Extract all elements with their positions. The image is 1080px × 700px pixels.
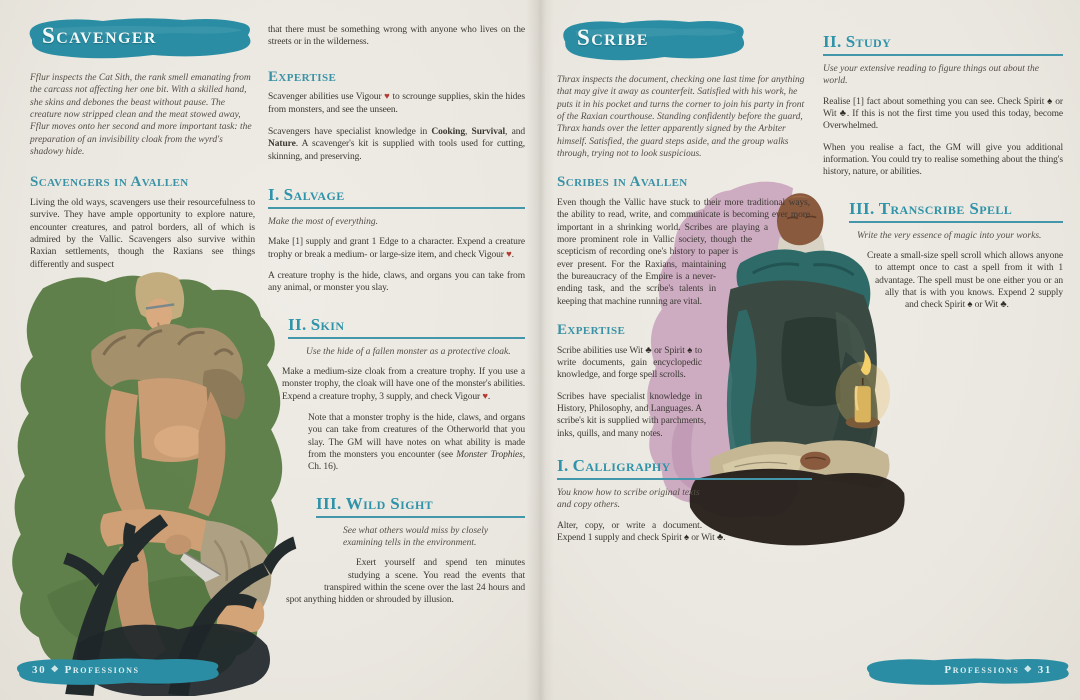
skin-and-wildsight-block [268,315,525,607]
salvage-title: Salvage [283,184,345,204]
scavenger-column-2 [268,18,525,607]
wild-sight-title-row [316,494,525,518]
transcribe-p1: Create a small-size spell scroll which allows anyone to attempt once to cast a spell from it with 1 advantage. The spell must be one either you or an ally that is with you knows. Expend 2 supply and check Spirit ♠ or Wit ♣. [867,251,1063,311]
wild-sight-title: Wild Sight [345,493,434,513]
scribes-in-avallen-body: Even though the Vallic have stuck to their more traditional ways, the ability to read, write, and communicate is becoming ever more important in a shrinking world. Scribes are playing a more prominent role in Vallic society, though the scepticism of recording one's history to paper is ever present. For the Raxians, maintaining the bureaucracy of the Empire is a never-ending task, and the scribe's talents in keeping that machine running are vital. [557,197,810,307]
scavenger-expertise-p1: Scavenger abilities use Vigour ♥ to scrounge supplies, skin the hides from monsters, and see the unseen. [268,92,525,115]
scribe-column-1 [557,12,812,544]
salvage-title-num: I. [268,184,280,204]
salvage-p1: Make [1] supply and grant 1 Edge to a character. Expend a creature trophy or break a medium- or large-size item, and check Vigour ♥. [268,237,525,260]
transcribe-block [823,199,1063,312]
heart-icon: ♥ [482,391,488,402]
scribe-intro: Thrax inspects the document, checking one last time for anything that may give it away as counterfeit. Satisfied with his work, he puts it in his pocket and turns the corner to join his party in front of the Raxian courthouse. Standing confidently before the guard, Thrax hands over the letter apparently signed by the Arbiter himself. Satisfied, the guard steps aside, and the group walks through, trying not to look suspicious. [557,75,805,160]
study-title: Study [845,32,892,51]
skin-p2: Note that a monster trophy is the hide, claws, and organs you can take from creatures of the Otherworld that you slay. The GM will have notes on what ability is made from the monsters you encounter (see Monster Trophies, Ch. 16). [308,413,525,473]
club-icon: ♣ [716,532,724,543]
diamond-ornament-icon: ❖ [1023,664,1034,674]
skin-title-num: II. [288,314,307,334]
scavenger-banner [22,16,254,60]
footer-right-label: Professions [944,664,1020,676]
scribes-in-avallen-heading: Scribes in Avallen [557,174,688,191]
scavenger-continuation: that there must be something wrong with anyone who lives on the streets or in the wilderness. [268,25,525,48]
scribe-expertise-p1: Scribe abilities use Wit ♣ or Spirit ♠ to write documents, gain encyclopedic knowledge, and forge spell scrolls. [557,345,703,381]
salvage-title-row [268,185,525,209]
scribe-expertise-p2: Scribes have specialist knowledge in History, Philosophy, and Languages. A scribe's kit is supplied with parchments, inks, quills, and many notes. [557,391,706,439]
scribe-column-2 [823,18,1063,327]
skin-p1: Make a medium-size cloak from a creature trophy. If you use a monster trophy, the cloak will have one of the monster's abilities. Expend a creature trophy, 3 supply, and check Vigour ♥. [282,366,525,402]
salvage-tagline: Make the most of everything. [268,216,379,227]
wild-sight-tagline: See what others would miss by closely examining tells in the environment. [343,525,489,549]
page-number-right: 31 [1037,664,1052,676]
footer-right-text [840,664,1052,676]
scribe-expertise-heading: Expertise [557,322,626,338]
club-icon: ♣ [645,345,652,356]
skin-title: Skin [310,314,345,334]
skin-tagline: Use the hide of a fallen monster as a protective cloak. [306,346,511,357]
scavenger-banner-label: Scavenger [42,23,157,48]
scribe-banner-label: Scribe [577,25,649,50]
study-p1: Realise [1] fact about something you can see. Check Spirit ♠ or Wit ♣. If this is not the first time you used this today, become Overwhelmed. [823,96,1063,132]
calligraphy-title: Calligraphy [572,455,671,475]
scavenger-expertise-heading: Expertise [268,68,337,85]
footer-left-text [32,664,244,676]
scribe-banner [557,18,747,62]
page-right-scribe [540,0,1080,700]
spade-icon: ♠ [684,532,689,543]
scavenger-expertise-p2: Scavengers have specialist knowledge in Cooking, Survival, and Nature. A scavenger's kit is supplied with tools used for cutting, skinning, and preserving. [268,126,525,162]
page-number-left: 30 [32,664,47,676]
spade-icon: ♠ [687,345,693,356]
footer-left [10,657,222,686]
study-title-row [823,32,1063,56]
club-icon: ♣ [839,109,847,120]
heart-icon: ♥ [506,249,512,260]
scavengers-in-avallen-body: Living the old ways, scavengers use their resourcefulness to survive. They have ample opportunity to explore nature, encounter creatures, and patrol borders, all of which is admired by the Vallic. Scavengers also survive within Raxian settlements, though the Raxians see things differently and suspect [30,197,255,270]
spade-icon: ♠ [967,300,973,311]
footer-left-label: Professions [64,664,140,676]
scribe-wrap-block [557,197,812,440]
wild-sight-p1: Exert yourself and spend ten minutes studying a scene. You read the events that transpired within the scene over the last 24 hours and spot anything hidden or shrouded by illusion. [286,558,525,606]
transcribe-title-row [849,199,1063,223]
scavenger-column-1 [30,12,255,271]
spade-icon: ♠ [1047,96,1053,107]
footer-right [860,657,1072,686]
club-icon: ♣ [1000,300,1007,311]
calligraphy-tagline: You know how to scribe original texts and copy others. [557,487,700,511]
heart-icon: ♥ [384,92,390,103]
transcribe-tagline: Write the very essence of magic into your works. [857,230,1042,241]
salvage-p2: A creature trophy is the hide, claws, and organs you can take from any animal, or monster you slay. [268,270,525,294]
calligraphy-title-num: I. [557,455,569,475]
transcribe-title-num: III. [849,198,875,218]
calligraphy-p1: Alter, copy, or write a document. Expend 1 supply and check Spirit ♠ or Wit ♣. [557,520,726,543]
study-title-num: II. [823,32,842,51]
study-tagline: Use your extensive reading to figure things out about the world. [823,64,1039,87]
scavengers-in-avallen-heading: Scavengers in Avallen [30,174,189,191]
scavenger-intro: Fflur inspects the Cat Sith, the rank smell emanating from the carcass not affecting her one bit. With a skilled hand, she skins and debones the beast without pause. The creature now stripped clean and the meat stowed away, Fflur moves onto her second and more important task: the preparation of an invisibility cloak from the wyrd's shadowy hide. [30,73,252,158]
transcribe-title: Transcribe Spell [878,198,1013,218]
scavenger-illustration [6,262,300,696]
study-p2: When you realise a fact, the GM will give you additional information. You could try to realise something about the thing's history, nature, or abilities. [823,142,1063,178]
diamond-ornament-icon: ❖ [50,664,61,674]
skin-title-row [288,315,525,339]
wild-sight-title-num: III. [316,493,342,513]
